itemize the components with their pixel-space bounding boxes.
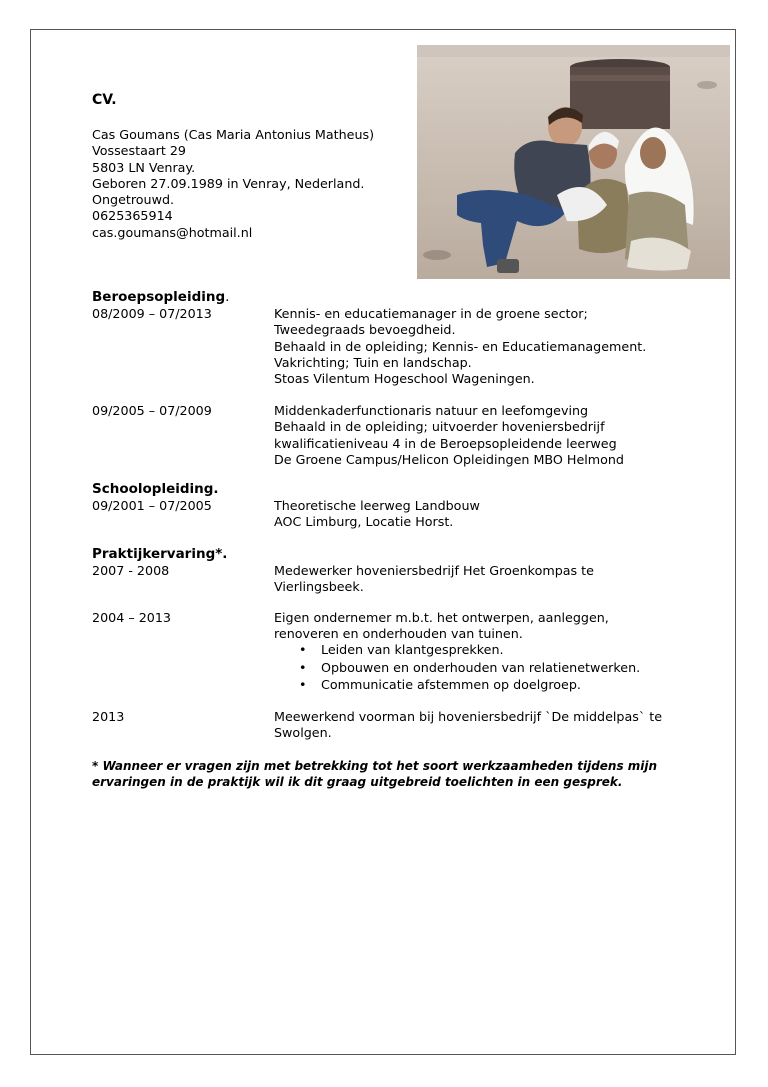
personal-details xyxy=(92,127,374,241)
entry-line: Middenkaderfunctionaris natuur en leefomgeving xyxy=(274,403,589,418)
marital-status: Ongetrouwd. xyxy=(92,192,175,208)
entry-line: Vakrichting; Tuin en landschap. xyxy=(274,354,472,370)
email-address[interactable]: cas.goumans@hotmail.nl xyxy=(92,224,253,240)
heading-text: Beroepsopleiding xyxy=(92,289,226,305)
entry-date: 09/2001 – 07/2005 xyxy=(92,498,212,513)
entry-line: Meewerkend voorman bij hoveniersbedrijf `De middelpas` te xyxy=(274,709,663,724)
entry-line: Kennis- en educatiemanager in de groene sector; xyxy=(274,306,588,321)
entry-line: kwalificatieniveau 4 in de Beroepsopleidende leerweg xyxy=(274,435,617,451)
entry-description xyxy=(274,709,662,742)
entry-description xyxy=(274,610,609,643)
street-address: Vossestaart 29 xyxy=(92,143,186,159)
entry-line: Eigen ondernemer m.b.t. het ontwerpen, aanleggen, xyxy=(274,610,609,625)
entry-description xyxy=(274,498,480,531)
list-item: • Communicatie afstemmen op doelgroep. xyxy=(274,676,640,694)
entry-date: 08/2009 – 07/2013 xyxy=(92,306,212,321)
section-heading-beroepsopleiding xyxy=(92,289,229,305)
entry-date: 2013 xyxy=(92,709,125,724)
heading-suffix: . xyxy=(225,289,230,305)
full-name: Cas Goumans (Cas Maria Antonius Matheus) xyxy=(92,127,375,142)
entry-line: De Groene Campus/Helicon Opleidingen MBO Helmond xyxy=(274,451,624,467)
list-item: • Leiden van klantgesprekken. xyxy=(274,641,640,659)
postal-city: 5803 LN Venray. xyxy=(92,159,196,175)
entry-line: Stoas Vilentum Hogeschool Wageningen. xyxy=(274,371,535,387)
section-heading-praktijkervaring: Praktijkervaring*. xyxy=(92,546,228,562)
footnote: * Wanneer er vragen zijn met betrekking tot het soort werkzaamheden tijdens mijn ervaringen in de praktijk wil ik dit graag uitgebreid toelichten in een gesprek. xyxy=(92,759,658,789)
entry-line: Behaald in de opleiding; Kennis- en Educatiemanagement. xyxy=(274,338,647,354)
entry-line: Tweedegraads bevoegdheid. xyxy=(274,322,456,338)
entry-line: AOC Limburg, Locatie Horst. xyxy=(274,514,454,530)
entry-line: Vierlingsbeek. xyxy=(274,579,364,595)
list-item: • Opbouwen en onderhouden van relatienetwerken. xyxy=(274,659,640,677)
entry-description xyxy=(274,306,646,387)
entry-line: Medewerker hoveniersbedrijf Het Groenkompas te xyxy=(274,563,594,578)
entry-line: renoveren en onderhouden van tuinen. xyxy=(274,626,523,642)
entry-date: 2007 - 2008 xyxy=(92,563,170,578)
birth-info: Geboren 27.09.1989 in Venray, Nederland. xyxy=(92,175,365,191)
bullet-list xyxy=(274,641,640,694)
entry-date: 2004 – 2013 xyxy=(92,610,171,625)
entry-description xyxy=(274,563,594,596)
entry-line: Theoretische leerweg Landbouw xyxy=(274,498,480,513)
entry-description xyxy=(274,403,624,468)
entry-line: Swolgen. xyxy=(274,725,332,741)
cv-title: CV. xyxy=(92,92,117,108)
phone-number: 0625365914 xyxy=(92,208,173,224)
entry-date: 09/2005 – 07/2009 xyxy=(92,403,212,418)
entry-line: Behaald in de opleiding; uitvoerder hoveniersbedrijf xyxy=(274,419,605,435)
profile-photo xyxy=(417,45,730,279)
section-heading-schoolopleiding: Schoolopleiding. xyxy=(92,481,219,497)
